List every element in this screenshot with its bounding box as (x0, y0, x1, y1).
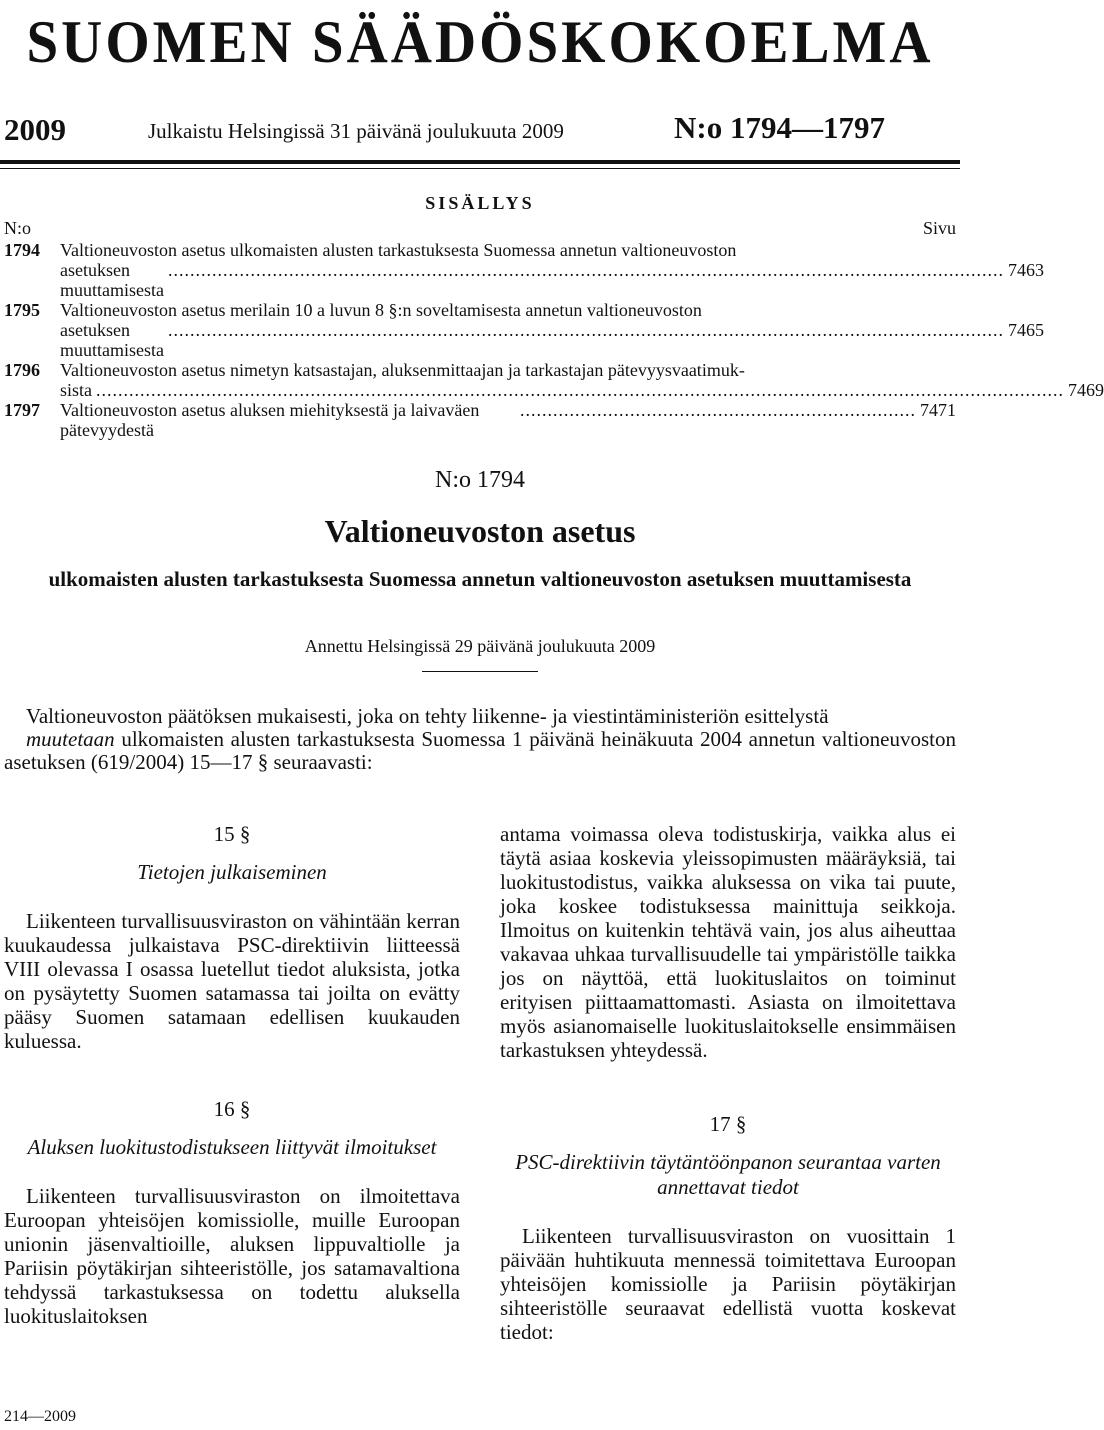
toc-entry-page: 7471 (920, 400, 956, 420)
toc-list (4, 240, 1104, 440)
toc-leader-dots: ........................................................................ (520, 400, 916, 420)
toc-entry-title-line: asetuksen muuttamisesta (60, 320, 164, 360)
toc-entry-number: 1794 (4, 240, 40, 260)
preamble-text: ulkomaisten alusten tarkastuksesta Suomessa 1 päivänä heinäkuuta 2004 annetun valtioneuvoston asetuksen (619/2004) 15—17 § seuraavasti: (4, 727, 956, 774)
toc-entry-page: 7463 (1007, 260, 1044, 280)
toc-leader-dots: ................................................................................................................................................................................ (96, 380, 1065, 400)
toc-leader-dots: ........................................................................................................................................................ (167, 320, 1004, 340)
right-column (500, 822, 956, 1344)
header-rule-thick (0, 160, 960, 164)
act-date: Annettu Helsingissä 29 päivänä joulukuuta 2009 (304, 636, 656, 656)
toc-entry-number: 1796 (4, 360, 40, 380)
section-title: PSC-direktiivin täytäntöönpanon seurantaa varten annettavat tiedot (515, 1150, 941, 1199)
toc-entry-page: 7465 (1007, 320, 1044, 340)
section-number: 17 § (709, 1112, 747, 1136)
preamble-keyword: muutetaan (26, 727, 115, 751)
preamble-paragraph: Valtioneuvoston päätöksen mukaisesti, joka on tehty liikenne- ja viestintäministeriön esittelystä (26, 704, 829, 728)
issue-number-range: N:o 1794—1797 (674, 110, 885, 145)
toc-entry-page: 7469 (1068, 380, 1104, 400)
preamble-paragraph (4, 728, 956, 774)
header-rule-thin (0, 168, 960, 169)
toc-entry[interactable] (4, 400, 956, 440)
section-number: 15 § (213, 822, 251, 846)
issue-year: 2009 (4, 112, 66, 147)
toc-entry-number: 1797 (4, 400, 40, 420)
act-preamble (4, 705, 956, 774)
toc-entry-title-line: asetuksen muuttamisesta (60, 260, 164, 300)
toc-entry-title-line: sista (60, 380, 93, 400)
toc-entry-number: 1795 (4, 300, 40, 320)
section-text-continued: antama voimassa oleva todistuskirja, vaikka alus ei täytä asiaa koskevia yleissopimusten määräyksiä, tai luokitustodistus, vaikka aluksessa on vika tai puute, joka koskee todistuksessa mainittuja seikkoja. Ilmoitus on kuitenkin tehtävä vain, jos alus aiheuttaa vakavaa uhkaa turvallisuudelle tai ympäristölle taikka jos on näyttöä, että luokituslaitos on toiminut erityisen piittaamattomasti. Asiasta on ilmoitettava myös asianomaiselle luokituslaitokselle ensimmäisen tarkastuksen yhteydessä. (500, 822, 956, 1062)
toc-entry[interactable] (4, 240, 1044, 300)
toc-entry[interactable] (4, 360, 1104, 400)
act-subtitle: ulkomaisten alusten tarkastuksesta Suomessa annetun valtioneuvoston asetuksen muuttamisesta (48, 567, 912, 591)
toc-entry-title-line: Valtioneuvoston asetus nimetyn katsastajan, aluksenmittaajan ja tarkastajan pätevyysvaatimuk- (60, 360, 745, 380)
act-divider (422, 671, 538, 672)
toc-entry-title-line: Valtioneuvoston asetus merilain 10 a luvun 8 §:n soveltamisesta annetun valtioneuvoston (60, 300, 702, 320)
act-number: N:o 1794 (435, 467, 525, 493)
toc-entry[interactable] (4, 300, 1044, 360)
section-text: Liikenteen turvallisuusviraston on vuosittain 1 päivään huhtikuuta mennessä toimitettava Euroopan yhteisöjen komissiolle ja Pariisin pöytäkirjan sihteeristölle seuraavat edellistä vuotta koskevat tiedot: (500, 1224, 956, 1344)
page-footer-code: 214—2009 (4, 1408, 76, 1425)
section-text: Liikenteen turvallisuusviraston on vähintään kerran kuukaudessa julkaistava PSC-direktiivin liitteessä VIII olevassa I osassa luetellut tiedot aluksista, jotka on pysäytetty Suomen satamassa tai joilta on evätty pääsy Suomen satamaan edellisen kuukauden kuluessa. (4, 909, 460, 1053)
toc-page-header: Sivu (922, 218, 956, 238)
left-column (4, 822, 460, 1328)
section-text: Liikenteen turvallisuusviraston on ilmoitettava Euroopan yhteisöjen komissiolle, muille Euroopan unionin jäsenvaltioille, aluksen lippuvaltiolle ja Pariisin pöytäkirjan sihteeristölle, jos satamavaltiona tehdyssä tarkastuksessa on todettu aluksella luokituslaitoksen (4, 1184, 460, 1328)
toc-number-header: N:o (4, 218, 31, 238)
publication-date: Julkaistu Helsingissä 31 päivänä joulukuuta 2009 (148, 119, 564, 143)
act-title: Valtioneuvoston asetus (324, 513, 636, 549)
toc-entry-title-line: Valtioneuvoston asetus aluksen miehityksestä ja laivaväen pätevyydestä (60, 400, 480, 440)
section-number: 16 § (213, 1097, 251, 1121)
toc-entry-title-line: Valtioneuvoston asetus ulkomaisten alusten tarkastuksesta Suomessa annetun valtioneuvoston (60, 240, 737, 260)
masthead-title: SUOMEN SÄÄDÖSKOKOELMA (26, 9, 934, 76)
toc-title: SISÄLLYS (425, 193, 535, 213)
toc-leader-dots: ........................................................................................................................................................ (167, 260, 1004, 280)
section-title: Aluksen luokitustodistukseen liittyvät ilmoitukset (27, 1135, 437, 1159)
section-title: Tietojen julkaiseminen (137, 860, 327, 884)
